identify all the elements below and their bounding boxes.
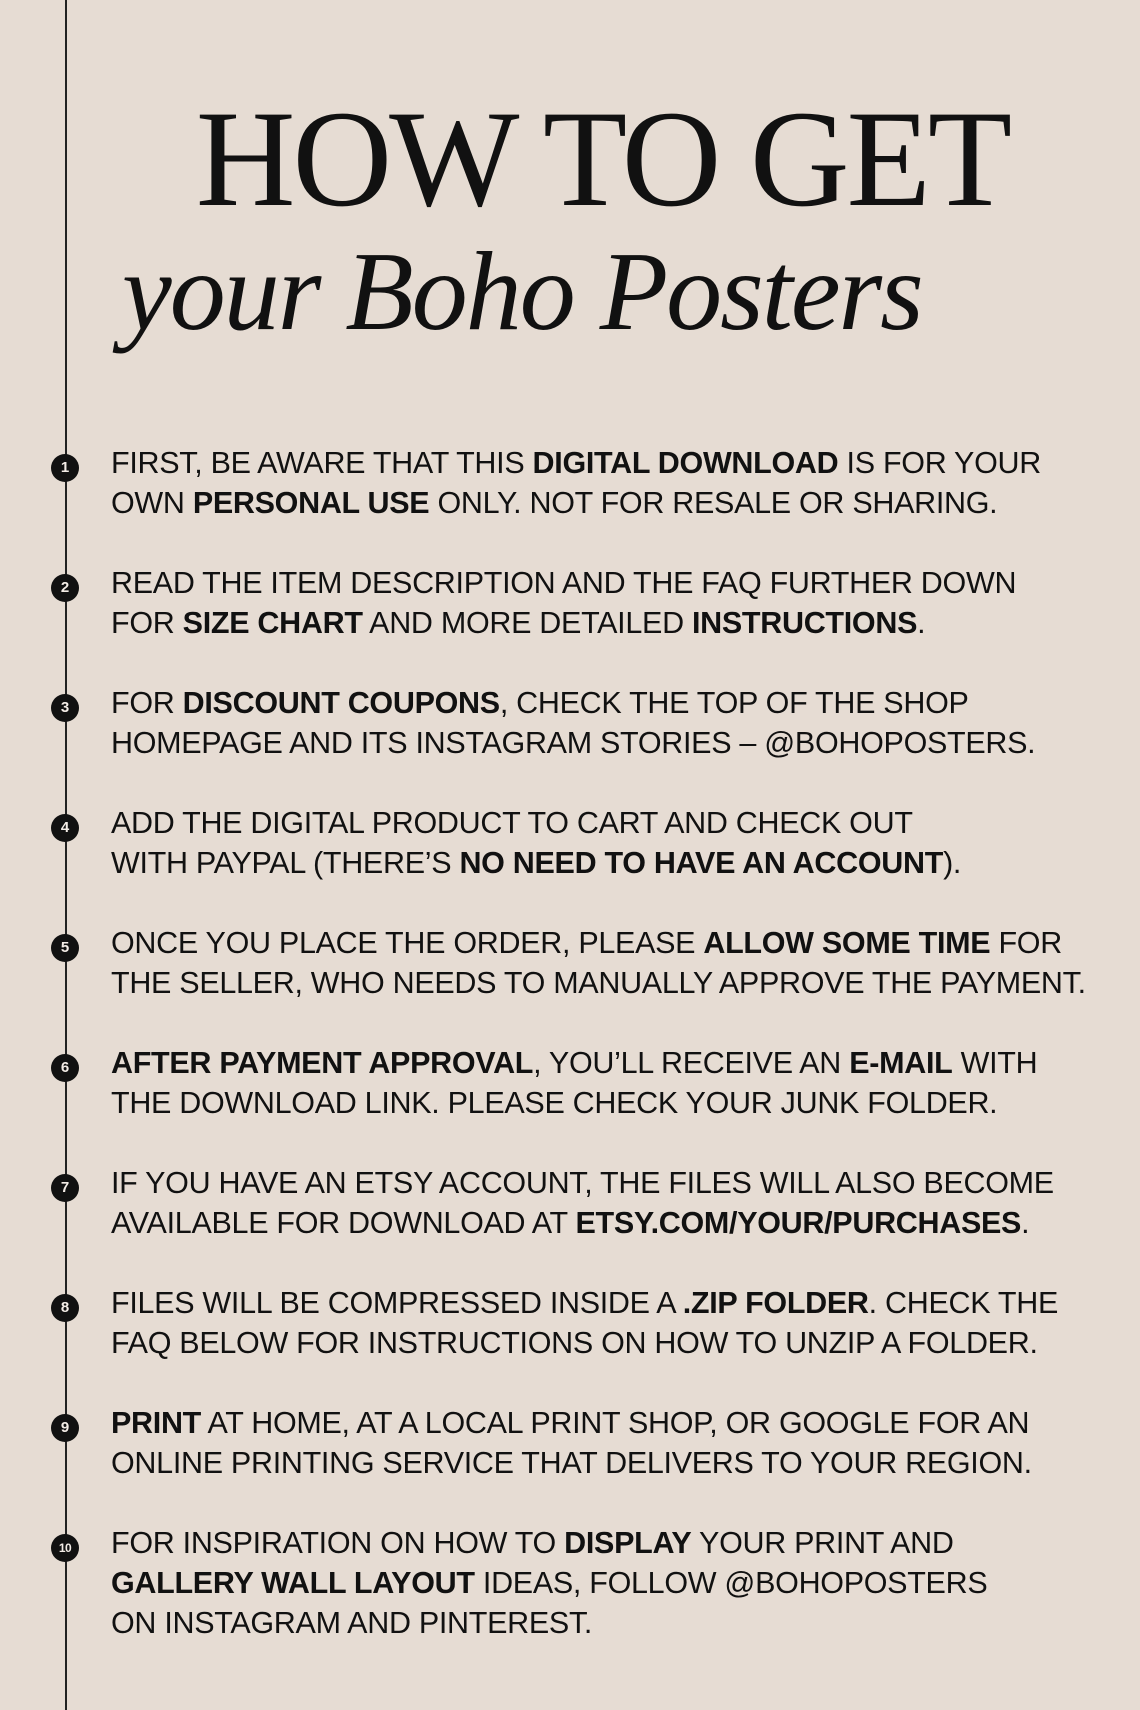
step-text [111,683,1131,763]
step-text [111,923,1131,1003]
step-text-emphasis: SIZE CHART [182,606,363,640]
step-text-segment: , CHECK THE TOP OF THE SHOP [499,686,969,720]
step-text-emphasis: ETSY.COM/YOUR/PURCHASES [575,1206,1022,1240]
step-text-segment: ONLINE PRINTING SERVICE THAT DELIVERS TO YOUR REGION. [111,1446,1032,1480]
step-text-emphasis: NO NEED TO HAVE AN ACCOUNT [459,846,944,880]
step-text-line [111,723,1131,763]
step-number-badge: 5 [51,934,79,962]
page-title: HOW TO GET [195,82,1010,235]
step-text-emphasis: DISCOUNT COUPONS [182,686,500,720]
step-text [111,1283,1131,1363]
step-text-line [111,1443,1131,1483]
step-text [111,803,1131,883]
step-text-line [111,1523,1131,1563]
step-text-segment: ONLY. NOT FOR RESALE OR SHARING. [429,486,998,520]
step-text [111,1523,1131,1643]
step-text-line [111,843,1131,883]
step-text [111,443,1131,523]
step-text-line [111,1163,1131,1203]
step-text-segment: FOR [111,686,183,720]
step-text-line [111,483,1131,523]
step-text-segment: AVAILABLE FOR DOWNLOAD AT [111,1206,576,1240]
step-text-segment: THE DOWNLOAD LINK. PLEASE CHECK YOUR JUNK FOLDER. [111,1086,998,1120]
step-number-badge: 1 [51,454,79,482]
step-text-line [111,1043,1131,1083]
step-number-badge: 7 [51,1174,79,1202]
step-text-emphasis: PRINT [111,1406,202,1440]
step-text-line [111,1203,1131,1243]
step-text [111,1163,1131,1243]
step-text-segment: FOR [111,606,183,640]
step-text-line [111,563,1131,603]
step-text-segment: WITH [952,1046,1038,1080]
step-text-segment: FOR INSPIRATION ON HOW TO [111,1526,565,1560]
step-text-emphasis: INSTRUCTIONS [691,606,918,640]
step-text-segment: FAQ BELOW FOR INSTRUCTIONS ON HOW TO UNZIP A FOLDER. [111,1326,1038,1360]
step-text-segment: ). [943,846,962,880]
step-text-line [111,803,1131,843]
step-text-line [111,963,1131,1003]
timeline-line [65,0,67,1710]
step-number-badge: 4 [51,814,79,842]
step-text-segment: OWN [111,486,193,520]
step-text [111,1043,1131,1123]
step-text-segment: AT HOME, AT A LOCAL PRINT SHOP, OR GOOGLE FOR AN [201,1406,1030,1440]
step-text-emphasis: .ZIP FOLDER [682,1286,869,1320]
step-text-segment: AND MORE DETAILED [362,606,692,640]
step-text-segment: IF YOU HAVE AN ETSY ACCOUNT, THE FILES WILL ALSO BECOME [111,1166,1054,1200]
step-text-segment: FOR [990,926,1062,960]
step-text [111,1403,1131,1483]
step-text-segment: . CHECK THE [868,1286,1059,1320]
step-text-line [111,1403,1131,1443]
step-number-badge: 8 [51,1294,79,1322]
step-number-badge: 3 [51,694,79,722]
step-text-segment: FILES WILL BE COMPRESSED INSIDE A [111,1286,683,1320]
step-text-line [111,603,1131,643]
step-text-emphasis: DIGITAL DOWNLOAD [532,446,839,480]
step-text-segment: FIRST, BE AWARE THAT THIS [111,446,533,480]
step-text-segment: IDEAS, FOLLOW @BOHOPOSTERS [474,1566,988,1600]
step-text-line [111,1603,1131,1643]
step-text-line [111,1083,1131,1123]
step-number-badge: 10 [51,1534,79,1562]
step-text-line [111,923,1131,963]
step-text-segment: YOUR PRINT AND [691,1526,954,1560]
step-number-badge: 6 [51,1054,79,1082]
step-text-segment: THE SELLER, WHO NEEDS TO MANUALLY APPROVE THE PAYMENT. [111,966,1086,1000]
step-text-segment: , YOU’LL RECEIVE AN [533,1046,850,1080]
step-text-line [111,1283,1131,1323]
step-text-emphasis: DISPLAY [564,1526,692,1560]
step-text-emphasis: GALLERY WALL LAYOUT [111,1566,475,1600]
step-text-segment: . [1021,1206,1030,1240]
step-text-line [111,683,1131,723]
step-text-emphasis: AFTER PAYMENT APPROVAL [111,1046,534,1080]
step-number-badge: 2 [51,574,79,602]
step-text-emphasis: E-MAIL [849,1046,953,1080]
step-text-segment: ONCE YOU PLACE THE ORDER, PLEASE [111,926,704,960]
step-text-segment: READ THE ITEM DESCRIPTION AND THE FAQ FURTHER DOWN [111,566,1017,600]
step-text-segment: ON INSTAGRAM AND PINTEREST. [111,1606,593,1640]
step-text-line [111,443,1131,483]
step-text-emphasis: ALLOW SOME TIME [703,926,991,960]
step-text-segment: WITH PAYPAL (THERE’S [111,846,460,880]
step-text-segment: ADD THE DIGITAL PRODUCT TO CART AND CHECK OUT [111,806,913,840]
step-text-line [111,1563,1131,1603]
step-number-badge: 9 [51,1414,79,1442]
page-subtitle: your Boho Posters [122,230,922,354]
step-text-emphasis: PERSONAL USE [192,486,430,520]
step-text-segment: IS FOR YOUR [838,446,1041,480]
step-text-segment: HOMEPAGE AND ITS INSTAGRAM STORIES – @BOHOPOSTERS. [111,726,1036,760]
step-text-segment: . [917,606,926,640]
step-text-line [111,1323,1131,1363]
step-text [111,563,1131,643]
